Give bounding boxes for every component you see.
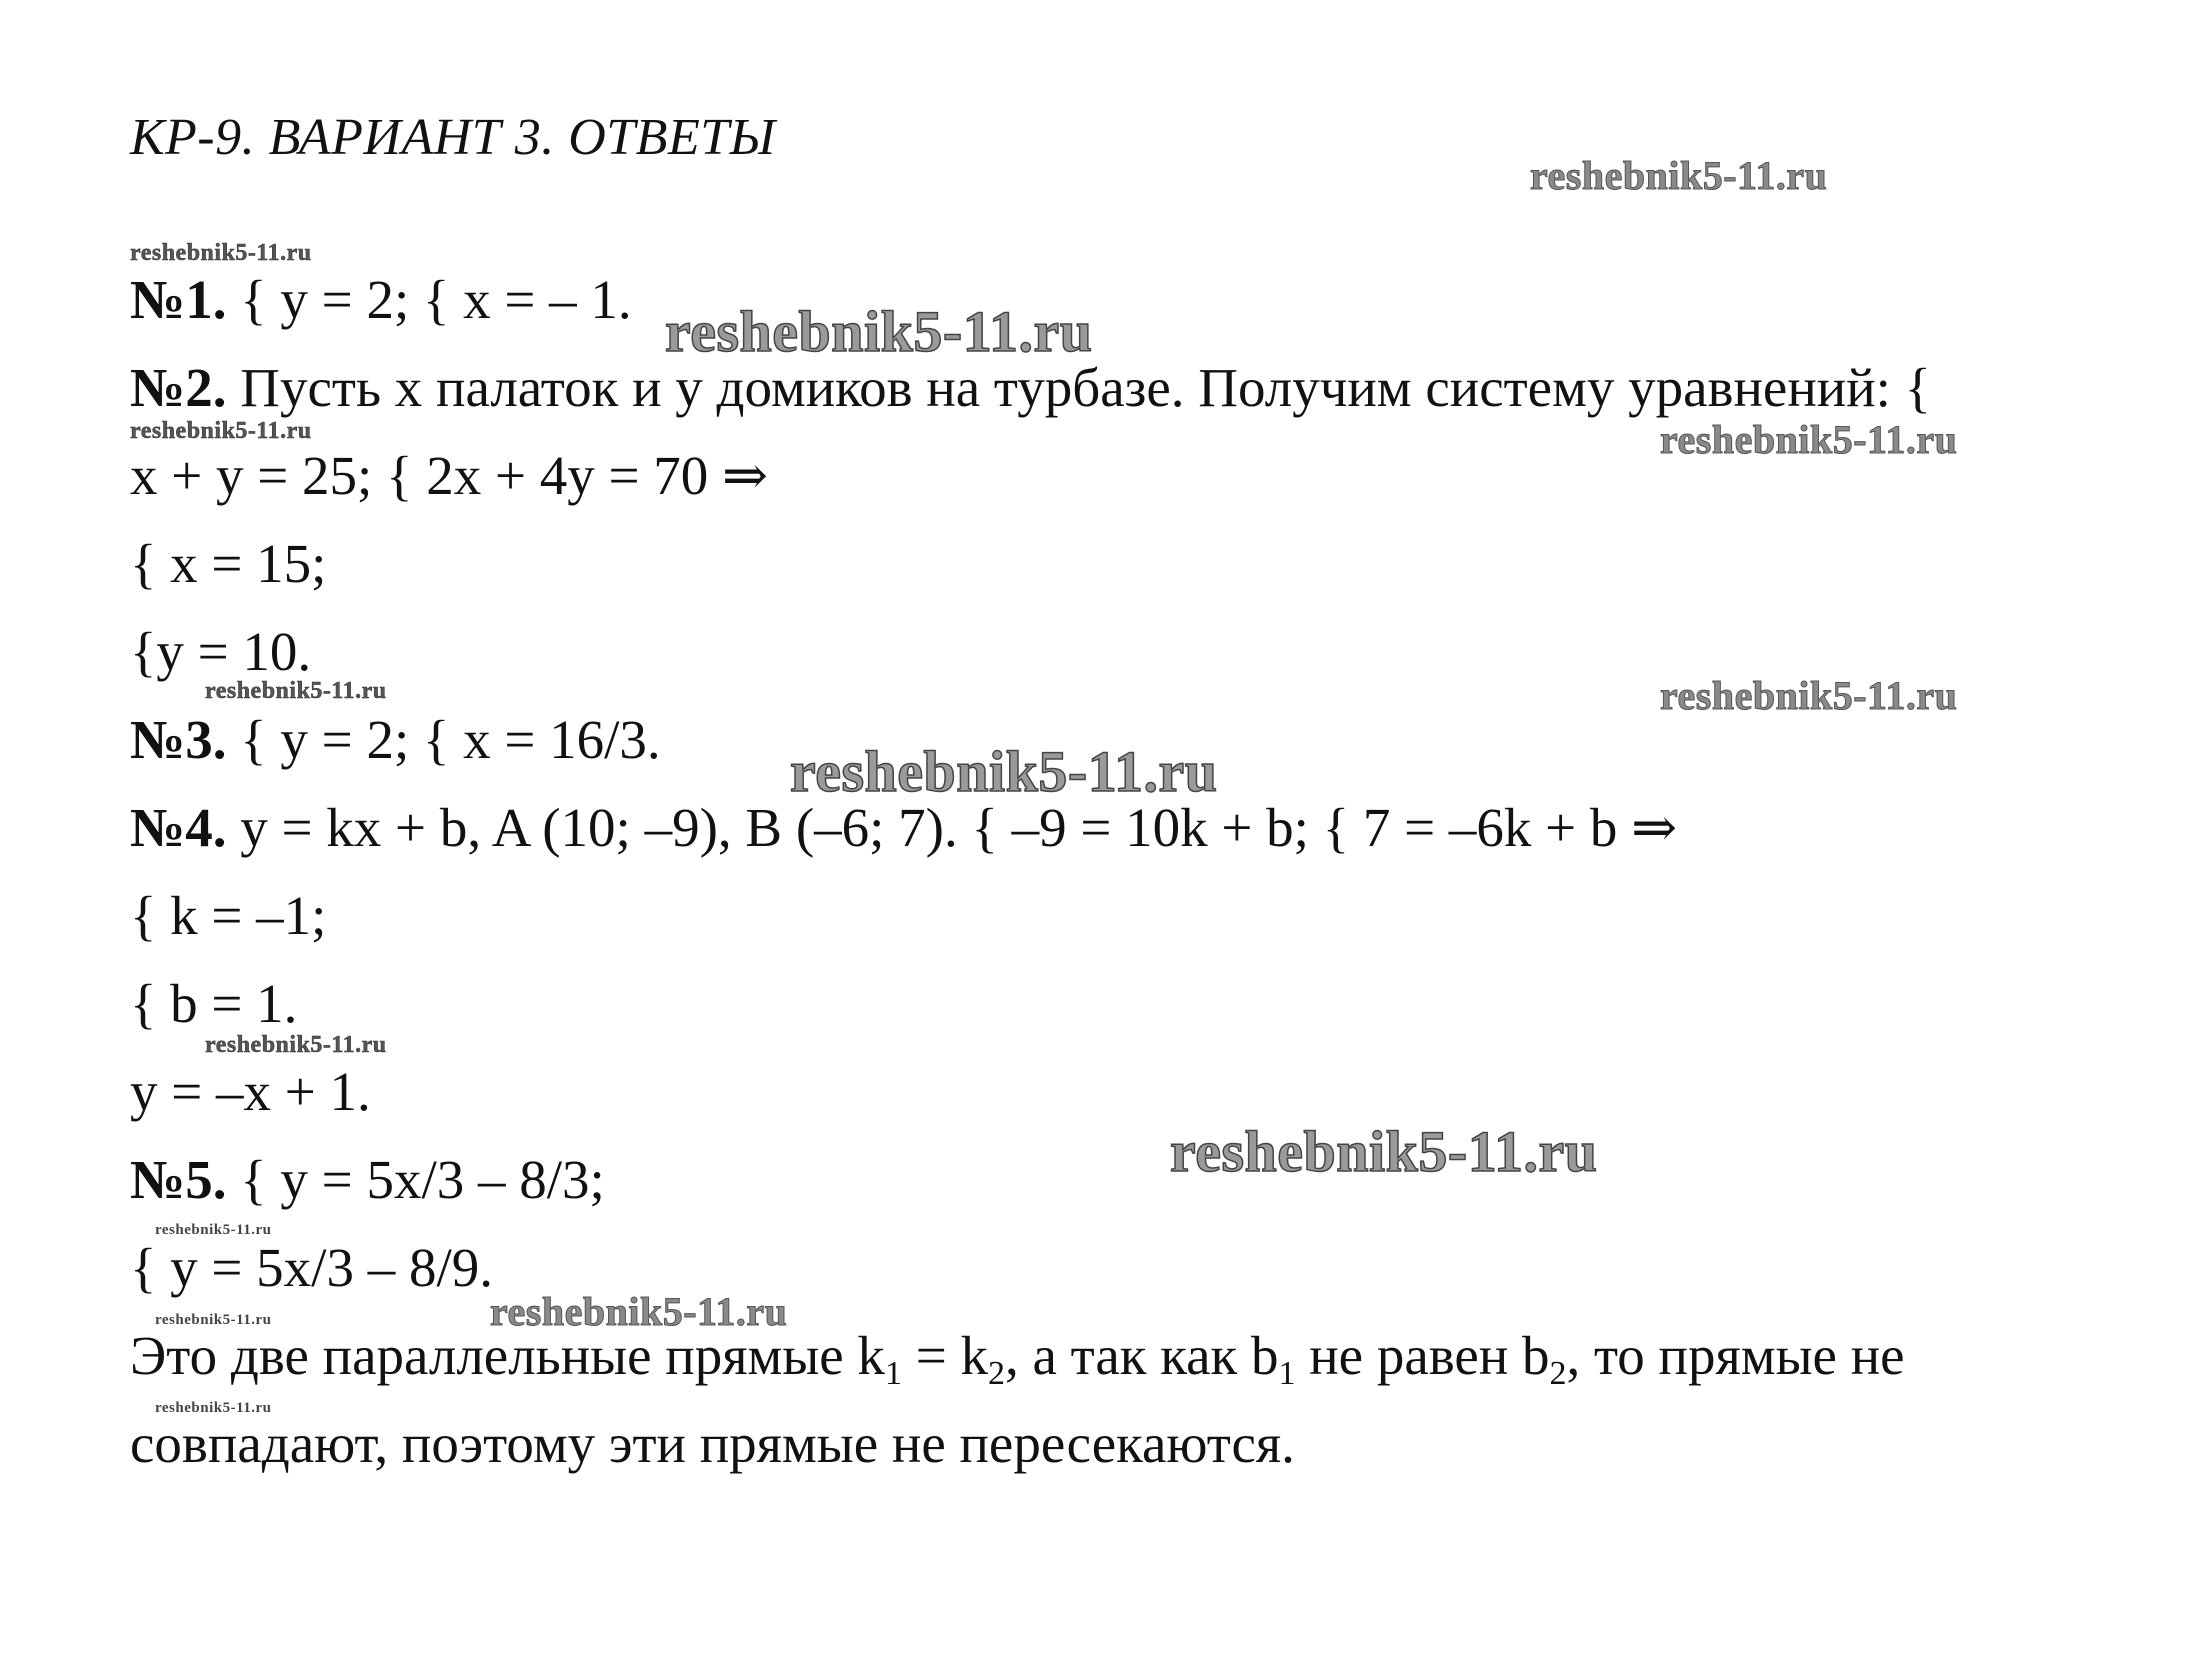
watermark: reshebnik5-11.ru: [665, 299, 1093, 364]
answer-4-label: №4.: [130, 797, 227, 858]
conclusion-part-4: не равен b: [1295, 1325, 1550, 1386]
watermark: reshebnik5-11.ru: [130, 240, 312, 266]
watermark: reshebnik5-11.ru: [205, 1032, 387, 1058]
answer-5-line-4: совпадают, поэтому эти прямые не пересекаются.: [130, 1413, 1295, 1474]
answer-5-line-2: { y = 5x/3 – 8/9.: [130, 1237, 493, 1298]
watermark: reshebnik5-11.ru: [205, 678, 387, 704]
answer-1-label: №1.: [130, 269, 227, 330]
answer-2-line-2: x + y = 25; { 2x + 4y = 70 ⇒: [130, 445, 769, 506]
watermark: reshebnik5-11.ru: [155, 1400, 272, 1416]
page-title: КР-9. ВАРИАНТ 3. ОТВЕТЫ: [130, 109, 776, 166]
subscript-b2: 2: [1549, 1355, 1567, 1392]
answer-5: [130, 1149, 605, 1210]
answer-2-text: Пусть x палаток и y домиков на турбазе. Получим систему уравнений: {: [226, 357, 1932, 418]
answer-1-text: { y = 2; { x = – 1.: [226, 269, 632, 330]
subscript-k2: 2: [987, 1355, 1005, 1392]
answer-4-line-3: { b = 1.: [130, 973, 298, 1034]
watermark: reshebnik5-11.ru: [1170, 1119, 1598, 1184]
answer-4-line-2: { k = –1;: [130, 885, 327, 946]
answer-5-conclusion: [130, 1325, 1905, 1392]
answer-3: [130, 709, 661, 770]
answer-3-label: №3.: [130, 709, 227, 770]
answer-3-text: { y = 2; { x = 16/3.: [226, 709, 661, 770]
watermark: reshebnik5-11.ru: [1660, 417, 1958, 462]
answer-4-line-4: y = –x + 1.: [130, 1061, 371, 1122]
answer-4-text: y = kx + b, A (10; –9), B (–6; 7). { –9 = 10k + b; { 7 = –6k + b ⇒: [226, 797, 1678, 858]
watermark: reshebnik5-11.ru: [155, 1222, 272, 1238]
subscript-b1: 1: [1278, 1355, 1296, 1392]
watermark: reshebnik5-11.ru: [1660, 673, 1958, 718]
answer-5-label: №5.: [130, 1149, 227, 1210]
answer-1: [130, 269, 632, 330]
watermark: reshebnik5-11.ru: [490, 1289, 788, 1334]
answer-2-label: №2.: [130, 357, 227, 418]
conclusion-part-2: = k: [901, 1325, 988, 1386]
watermark: reshebnik5-11.ru: [155, 1312, 272, 1328]
watermark: reshebnik5-11.ru: [790, 739, 1218, 804]
answer-4: [130, 797, 1678, 858]
answer-2: [130, 357, 1932, 418]
answer-2-line-4: {y = 10.: [130, 621, 312, 682]
conclusion-part-3: , а так как b: [1004, 1325, 1279, 1386]
conclusion-part-5: , то прямые не: [1566, 1325, 1905, 1386]
watermark: reshebnik5-11.ru: [1530, 153, 1828, 198]
answer-2-line-3: { x = 15;: [130, 533, 327, 594]
watermark: reshebnik5-11.ru: [130, 418, 312, 444]
conclusion-part-1: Это две параллельные прямые k: [130, 1325, 885, 1386]
subscript-k1: 1: [884, 1355, 902, 1392]
answer-5-text: { y = 5x/3 – 8/3;: [226, 1149, 605, 1210]
